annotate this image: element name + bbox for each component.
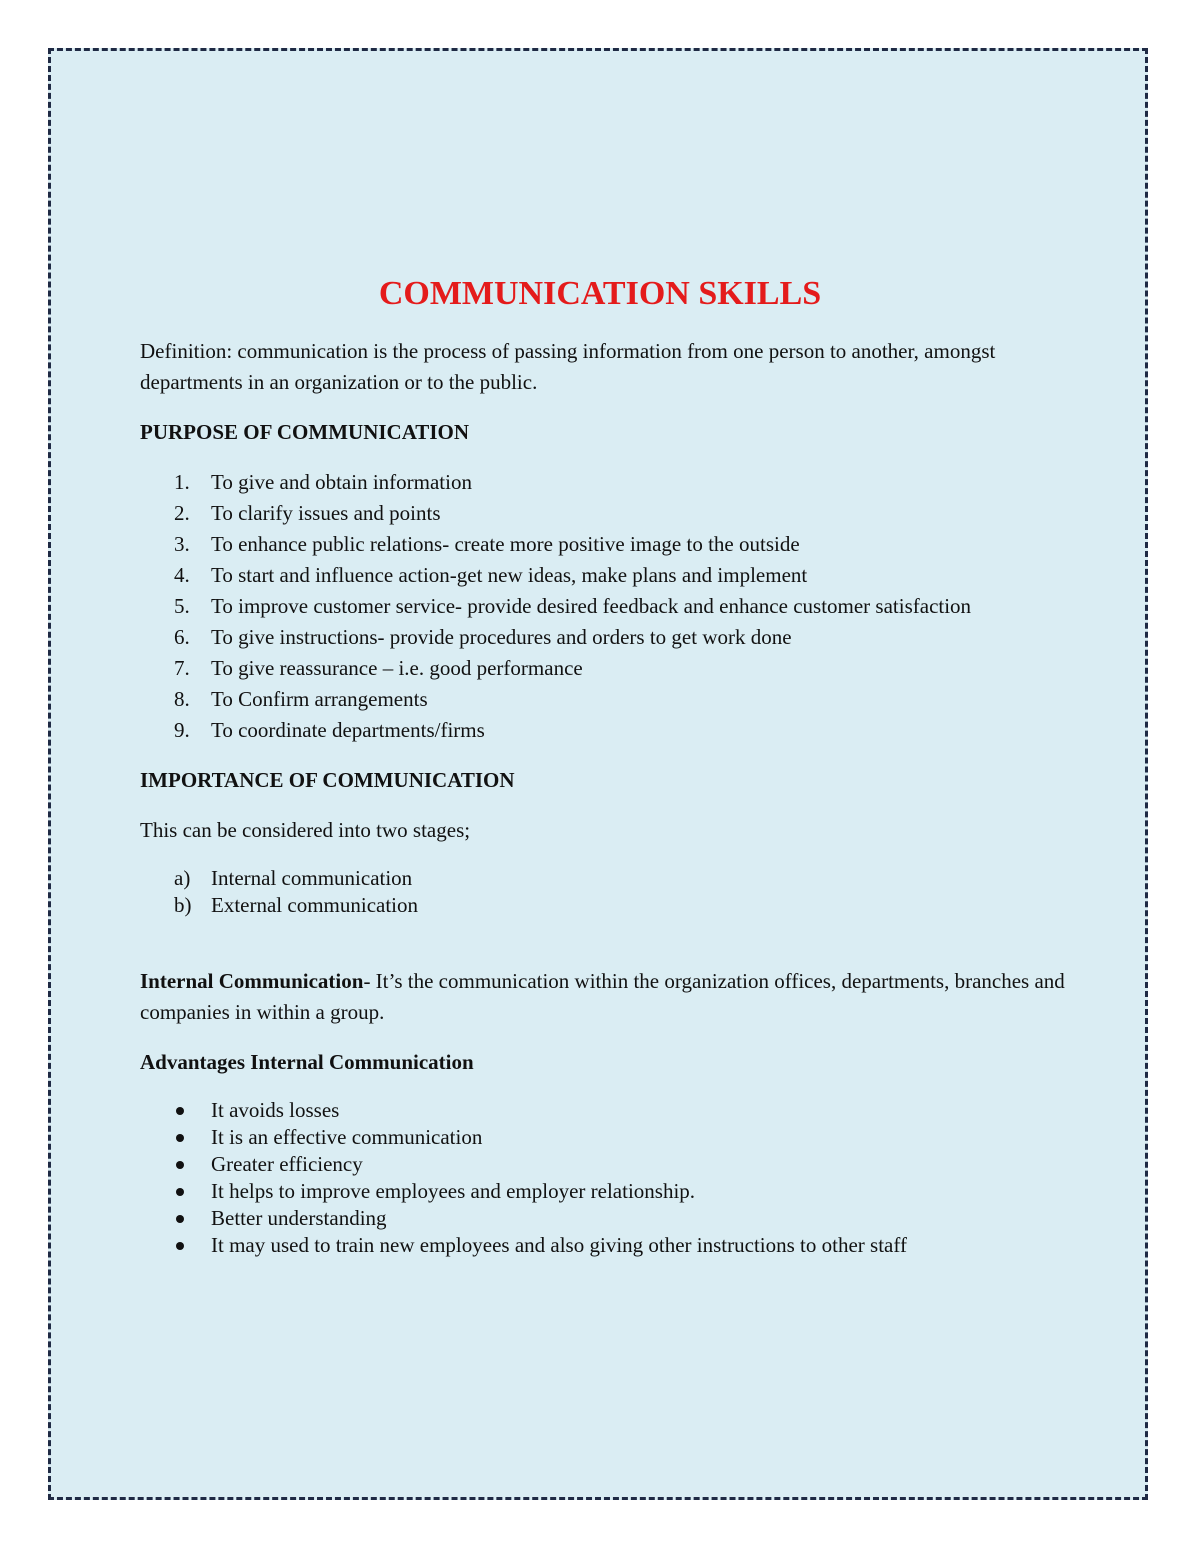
bullet-icon [176, 1215, 184, 1223]
list-number: 9. [174, 718, 190, 742]
list-item [140, 715, 1070, 746]
list-number: 5. [174, 594, 190, 618]
bullet-icon [176, 1161, 184, 1169]
list-item [140, 622, 1070, 653]
list-item-text: It is an effective communication [211, 1125, 483, 1149]
list-item-text: To give instructions- provide procedures and orders to get work done [211, 625, 792, 649]
stages-list [140, 865, 1070, 919]
list-item-text: To give and obtain information [211, 470, 472, 494]
list-item [140, 1151, 1070, 1178]
list-item [140, 1178, 1070, 1205]
list-number: 3. [174, 532, 190, 556]
importance-heading: IMPORTANCE OF COMMUNICATION [140, 768, 515, 792]
list-item-text: External communication [211, 893, 419, 917]
internal-communication-paragraph [140, 966, 1070, 1028]
list-item-text: Better understanding [211, 1206, 387, 1230]
definition-paragraph: Definition: communication is the process of passing information from one person to another, amongst departments in an organization or to the public. [140, 339, 996, 394]
list-item [140, 1205, 1070, 1232]
document-body [140, 272, 1070, 1259]
list-item [140, 560, 1070, 591]
list-item-text: Internal communication [211, 866, 413, 890]
bullet-icon [176, 1188, 184, 1196]
bullet-icon [176, 1107, 184, 1115]
list-number: 8. [174, 687, 190, 711]
list-item-text: Greater efficiency [211, 1152, 363, 1176]
bullet-icon [176, 1134, 184, 1142]
internal-communication-term: Internal Communication [140, 969, 364, 993]
list-item-text: It helps to improve employees and employer relationship. [211, 1179, 696, 1203]
list-letter: a) [174, 866, 191, 890]
list-item-text: To clarify issues and points [211, 501, 441, 525]
list-item-text: It avoids losses [211, 1098, 340, 1122]
list-item [140, 498, 1070, 529]
list-item-text: To give reassurance – i.e. good performance [211, 656, 583, 680]
list-item [140, 529, 1070, 560]
list-number: 2. [174, 501, 190, 525]
list-item [140, 684, 1070, 715]
list-item [140, 467, 1070, 498]
list-item-text: To start and influence action-get new ideas, make plans and implement [211, 563, 808, 587]
advantages-list [140, 1097, 1070, 1259]
list-letter: b) [174, 893, 192, 917]
list-item [140, 865, 1070, 892]
document-title: COMMUNICATION SKILLS [378, 275, 822, 312]
list-number: 1. [174, 470, 190, 494]
list-item-text: To coordinate departments/firms [211, 718, 485, 742]
list-number: 7. [174, 656, 190, 680]
list-item-text: To Confirm arrangements [211, 687, 428, 711]
list-item-text: It may used to train new employees and also giving other instructions to other staff [211, 1233, 907, 1257]
importance-intro: This can be considered into two stages; [140, 818, 471, 842]
list-item [140, 1124, 1070, 1151]
list-number: 4. [174, 563, 190, 587]
bullet-icon [176, 1242, 184, 1250]
list-item [140, 653, 1070, 684]
list-number: 6. [174, 625, 190, 649]
list-item [140, 1232, 1070, 1259]
list-item-text: To improve customer service- provide desired feedback and enhance customer satisfaction [211, 594, 972, 618]
list-item [140, 1097, 1070, 1124]
list-item [140, 591, 1070, 622]
purpose-list [140, 467, 1070, 746]
purpose-heading: PURPOSE OF COMMUNICATION [140, 420, 469, 444]
internal-communication-definition: - It’s the communication within the organization offices, departments, branches and companies in within a group. [140, 969, 1065, 1024]
advantages-heading: Advantages Internal Communication [140, 1050, 474, 1074]
list-item [140, 892, 1070, 919]
list-item-text: To enhance public relations- create more positive image to the outside [211, 532, 800, 556]
